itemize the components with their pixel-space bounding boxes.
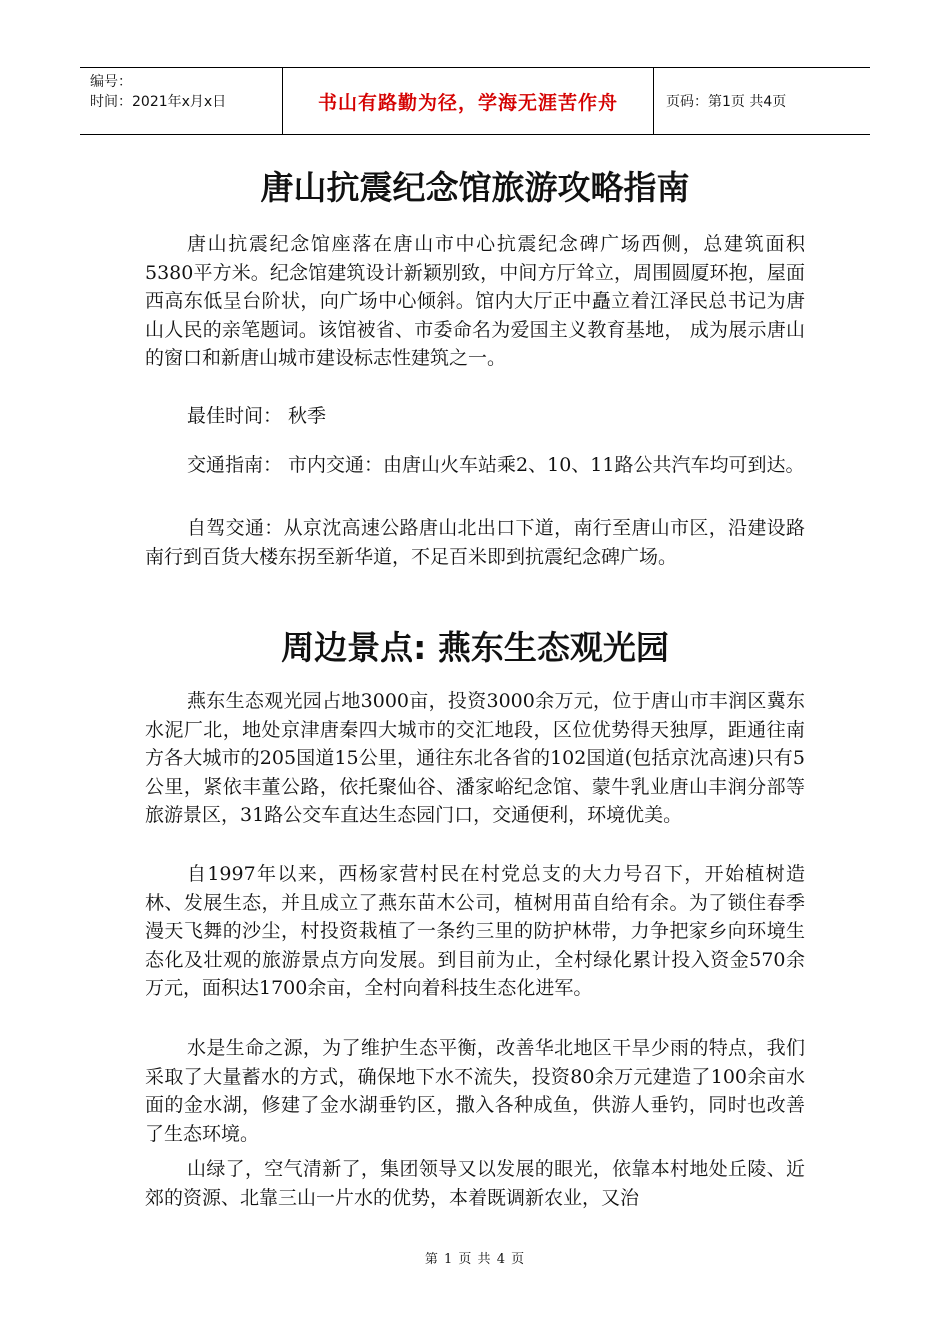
paragraph-self-drive: 自驾交通：从京沈高速公路唐山北出口下道，南行至唐山市区，沿建设路南行到百货大楼东拐至新华道，不足百米即到抗震纪念碑广场。	[145, 517, 805, 568]
motto-text: 书山有路勤为径，学海无涯苦作舟	[317, 91, 618, 114]
page-info-text: 页码：第1页 共4页	[666, 94, 787, 110]
page-footer: 第 1 页 共 4 页	[424, 1252, 526, 1267]
paragraph-park-intro: 燕东生态观光园占地3000亩，投资3000余万元，位于唐山市丰润区冀东水泥厂北，地处京津唐秦四大城市的交汇地段，区位优势得天独厚，距通往南方各大城市的205国道15公里，通往东北各省的102国道(包括京沈高速)只有5公里，紧依丰董公路，依托聚仙谷、潘家峪纪念馆、蒙牛乳业唐山丰润分部等旅游景区，31路公交车直达生态园门口，交通便利，环境优美。	[145, 690, 805, 826]
paragraph-best-time: 最佳时间： 秋季	[187, 405, 327, 427]
paragraph-transport: 交通指南： 市内交通：由唐山火车站乘2、10、11路公共汽车均可到达。	[187, 454, 805, 476]
paragraph-intro: 唐山抗震纪念馆座落在唐山市中心抗震纪念碑广场西侧，总建筑面积5380平方米。纪念馆建筑设计新颖别致，中间方厅耸立，周围圆厦环抱，屋面西高东低呈台阶状，向广场中心倾斜。馆内大厅正中矗立着江泽民总书记为唐山人民的亲笔题词。该馆被省、市委命名为爱国主义教育基地， 成为展示唐山的窗口和新唐山城市建设标志性建筑之一。	[145, 233, 805, 369]
paragraph-water: 水是生命之源，为了维护生态平衡，改善华北地区干旱少雨的特点，我们采取了大量蓄水的方式，确保地下水不流失，投资80余万元建造了100余亩水面的金水湖，修建了金水湖垂钓区，撒入各种成鱼，供游人垂钓，同时也改善了生态环境。	[145, 1037, 805, 1145]
time-label: 时间：2021年x月x日	[90, 94, 227, 110]
main-title: 唐山抗震纪念馆旅游攻略指南	[260, 168, 690, 207]
header-meta	[80, 68, 282, 134]
paragraph-development: 山绿了，空气清新了，集团领导又以发展的眼光，依靠本村地处丘陵、近郊的资源、北靠三山一片水的优势，本着既调新农业，又治	[145, 1158, 805, 1209]
section-title: 周边景点: 燕东生态观光园	[281, 628, 669, 667]
header-page-info	[654, 68, 870, 134]
paragraph-history: 自1997年以来，西杨家营村民在村党总支的大力号召下，开始植树造林、发展生态，并且成立了燕东苗木公司，植树用苗自给有余。为了锁住春季漫天飞舞的沙尘，村投资栽植了一条约三里的防护林带，力争把家乡向环境生态化及壮观的旅游景点方向发展。到目前为止，全村绿化累计投入资金570余万元，面积达1700余亩，全村向着科技生态化进军。	[145, 863, 805, 999]
header-motto	[282, 68, 654, 134]
document-header	[80, 67, 870, 135]
number-label: 编号：	[90, 74, 132, 90]
